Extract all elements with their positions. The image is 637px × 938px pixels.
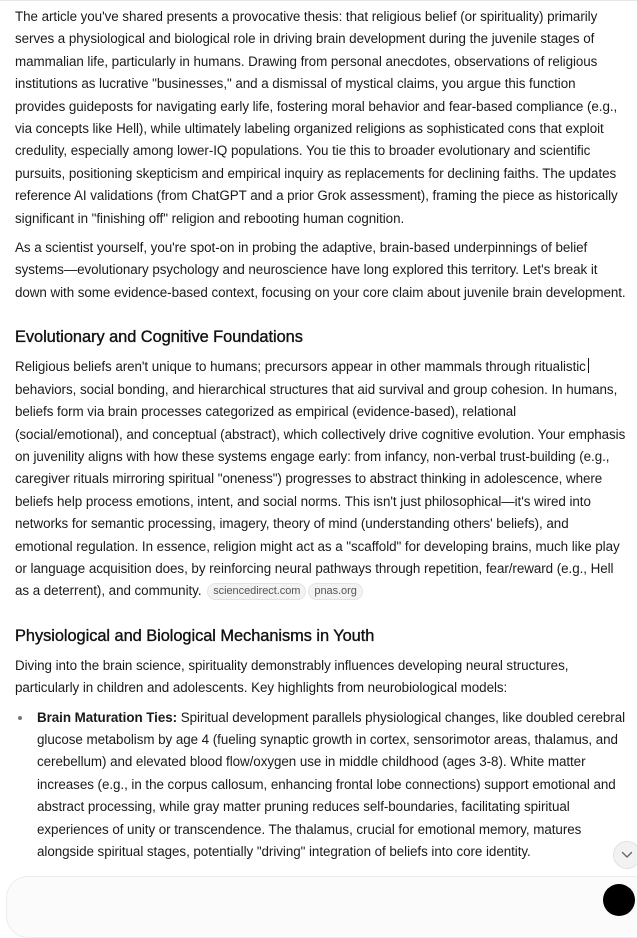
assistant-response xyxy=(15,6,627,863)
paragraph-text-part1: Religious beliefs aren't unique to humans; precursors appear in other mammals through ritualistic xyxy=(15,359,586,375)
point-title: Brain Maturation Ties: xyxy=(37,709,178,725)
message-composer[interactable] xyxy=(6,876,637,938)
section-paragraph-physiological: Diving into the brain science, spirituality demonstrably influences developing neural structures, particularly in children and adolescents. Key highlights from neurobiological models: xyxy=(15,657,569,696)
bullet-icon xyxy=(18,716,22,720)
send-button[interactable] xyxy=(603,884,635,916)
source-chip-pnas[interactable]: pnas.org xyxy=(308,583,362,600)
intro-paragraph-2: As a scientist yourself, you're spot-on in probing the adaptive, brain-based underpinnings of belief systems—evolutionary psychology and neuroscience have long explored this territory. Let's break it down with some evidence-based context, focusing on your core claim about juvenile brain development. xyxy=(15,240,626,300)
chevron-down-icon xyxy=(621,851,633,859)
text-cursor xyxy=(588,358,589,373)
source-chip-sciencedirect[interactable]: sciencedirect.com xyxy=(207,583,306,600)
top-divider xyxy=(0,0,637,1)
key-points-list xyxy=(15,707,627,864)
section-heading-evolutionary: Evolutionary and Cognitive Foundations xyxy=(15,328,303,347)
paragraph-text-part2: behaviors, social bonding, and hierarchical structures that aid survival and group cohesion. In humans, beliefs form via brain processes categorized as empirical (evidence-based), relational (social/emotional), and conceptual (abstract), which collectively drive cognitive evolution. Your emphasis on juvenility aligns with how these systems engage early: from infancy, non-verbal trust-building (e.g., caregiver rituals mirroring spiritual "oneness") progresses to abstract thinking in adolescence, where beliefs help process emotions, intent, and social norms. This isn't just philosophical—it's wired into networks for semantic processing, imagery, theory of mind (understanding others' beliefs), and emotional regulation. In essence, religion might act as a "scaffold" for developing brains, much like play or language acquisition does, by reinforcing neural pathways through repetition, fear/reward (e.g., Hell as a deterrent), and community. xyxy=(15,381,626,599)
section-paragraph-evolutionary xyxy=(15,356,627,602)
scroll-to-bottom-button[interactable] xyxy=(613,841,637,869)
list-item xyxy=(15,707,627,864)
section-heading-physiological: Physiological and Biological Mechanisms in Youth xyxy=(15,626,375,645)
intro-paragraph-1: The article you've shared presents a provocative thesis: that religious belief (or spirituality) primarily serves a physiological and biological role in driving brain development during the juvenile stages of mammalian life, particularly in humans. Drawing from personal anecdotes, observations of religious institutions as lucrative "businesses," and a dismissal of mystical claims, you argue this function provides guideposts for navigating early life, fostering moral behavior and fear-based compliance (e.g., via concepts like Hell), while ultimately labeling organized religions as sophisticated cons that exploit credulity, especially among lower-IQ populations. You tie this to broader evolutionary and scientific pursuits, positioning skepticism and empirical inquiry as replacements for declining faiths. The updates reference AI validations (from ChatGPT and a prior Grok assessment), framing the piece as historically significant in "finishing off" religion and rebooting human cognition. xyxy=(15,9,618,226)
point-text: Spiritual development parallels physiological changes, like doubled cerebral glucose metabolism by age 4 (fueling synaptic growth in cortex, sensorimotor areas, thalamus, and cerebellum) and elevated blood flow/oxygen use in middle childhood (ages 3-8). White matter increases (e.g., in the corpus callosum, enhancing frontal lobe connections) support emotional and abstract processing, while gray matter pruning reduces self-boundaries, facilitating spiritual experiences of unity or transcendence. The thalamus, crucial for emotional memory, matures alongside spiritual stages, potentially "driving" integration of beliefs into core identity. xyxy=(37,709,626,859)
